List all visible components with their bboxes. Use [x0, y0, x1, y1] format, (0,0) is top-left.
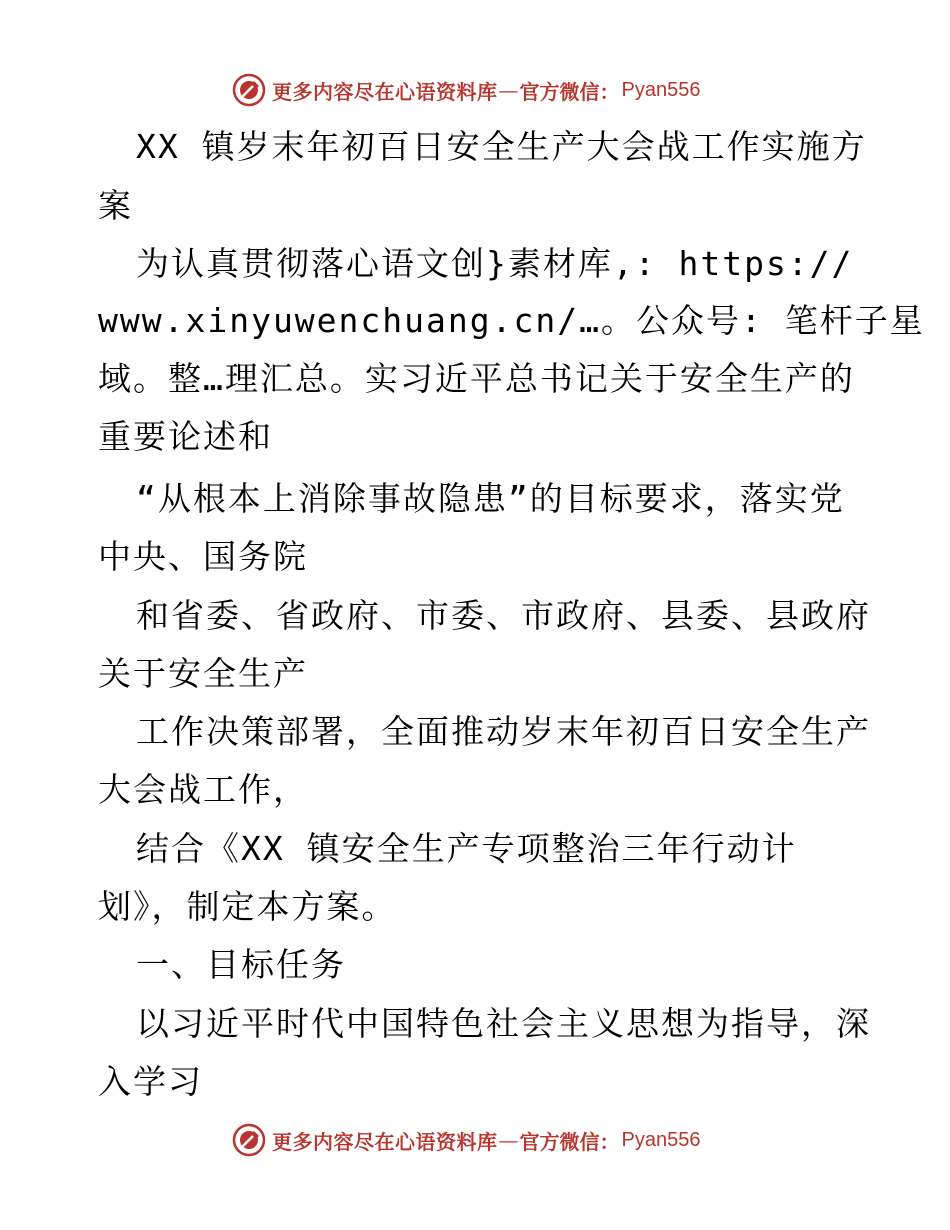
body-line: “从根本上消除事故隐患”的目标要求，落实党 — [136, 479, 845, 518]
body-line: 中央、国务院 — [98, 537, 308, 576]
body-line: 大会战工作， — [98, 770, 308, 809]
banner-text: 更多内容尽在心语资料库 — [272, 79, 498, 104]
banner-wechat-id: Pyan556 — [621, 1128, 701, 1151]
pen-logo-icon — [232, 73, 266, 107]
body-line: 为认真贯彻落心语文创}素材库,: https:// — [136, 244, 854, 283]
banner-wechat-id: Pyan556 — [621, 78, 701, 101]
banner-separator: — — [498, 1128, 519, 1152]
banner-wechat-label: 官方微信： — [519, 79, 620, 104]
body-line: 重要论述和 — [98, 417, 273, 456]
doc-title-line-2: 案 — [98, 186, 133, 225]
body-line: 和省委、省政府、市委、市政府、县委、县政府 — [136, 596, 871, 635]
header-banner — [232, 70, 700, 110]
pen-logo-icon — [232, 1123, 266, 1157]
doc-title-line-1: XX 镇岁末年初百日安全生产大会战工作实施方 — [136, 127, 867, 166]
body-line: 入学习 — [98, 1062, 203, 1101]
banner-wechat-label: 官方微信： — [519, 1129, 620, 1154]
banner-text: 更多内容尽在心语资料库 — [272, 1129, 498, 1154]
body-line: 以习近平时代中国特色社会主义思想为指导，深 — [136, 1004, 871, 1043]
body-line: 关于安全生产 — [98, 654, 308, 693]
body-line: 划》，制定本方案。 — [98, 887, 397, 926]
banner-separator: — — [498, 78, 519, 102]
body-line: 结合《XX 镇安全生产专项整治三年行动计 — [136, 829, 797, 868]
body-line: 工作决策部署，全面推动岁末年初百日安全生产 — [136, 712, 871, 751]
footer-banner — [232, 1120, 700, 1160]
section-heading: 一、目标任务 — [136, 945, 346, 984]
body-line: 域。整…理汇总。实习近平总书记关于安全生产的 — [98, 359, 855, 398]
body-line: www.xinyuwenchuang.cn/…。公众号: 笔杆子星 — [98, 301, 925, 340]
